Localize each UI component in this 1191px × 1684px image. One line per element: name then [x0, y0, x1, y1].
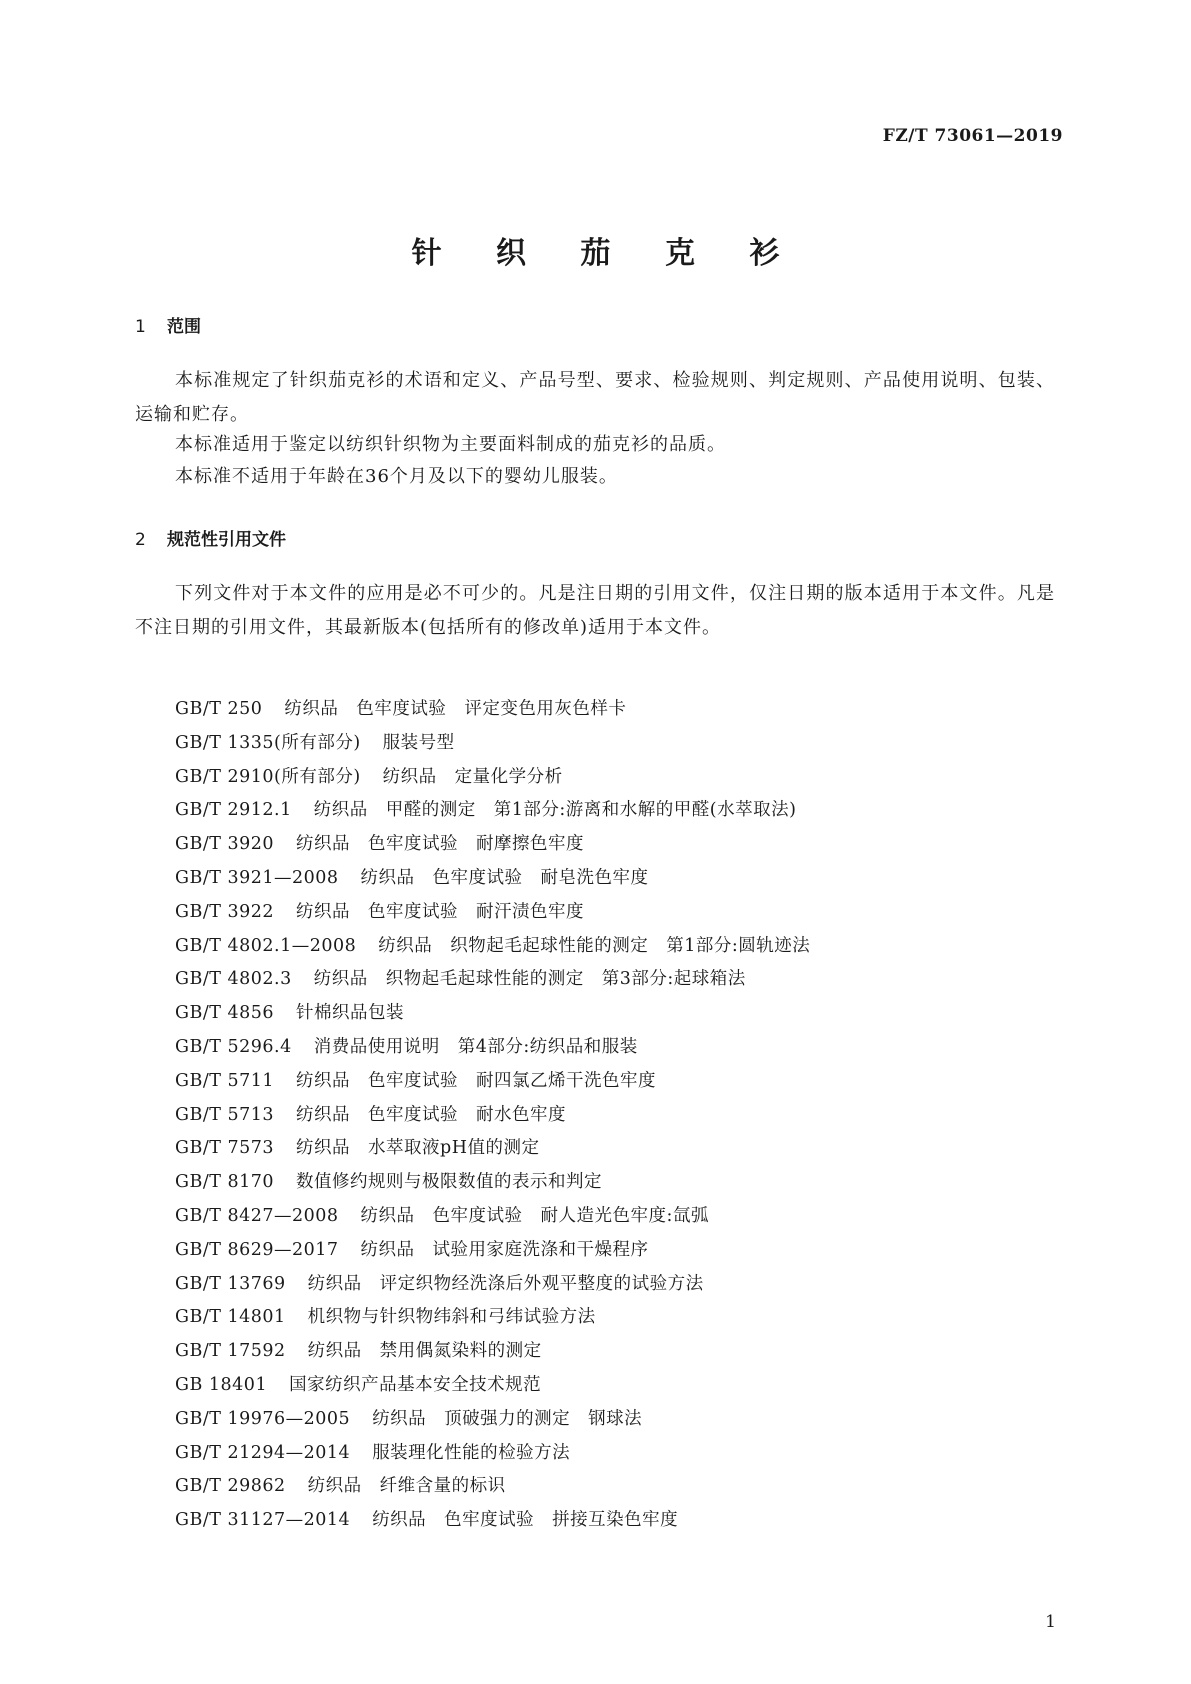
scope-paragraph-3: 本标准不适用于年龄在36个月及以下的婴幼儿服装。	[175, 466, 618, 487]
reference-code: GB/T 4856	[175, 1003, 275, 1024]
reference-item	[175, 963, 810, 997]
reference-title: 数值修约规则与极限数值的表示和判定	[296, 1172, 603, 1193]
reference-title: 纺织品 织物起毛起球性能的测定 第1部分:圆轨迹法	[378, 935, 811, 956]
reference-title: 纺织品 色牢度试验 耐水色牢度	[296, 1104, 567, 1125]
reference-item	[175, 1470, 810, 1504]
reference-item	[175, 1200, 810, 1234]
reference-title: 纺织品 评定织物经洗涤后外观平整度的试验方法	[307, 1273, 704, 1294]
reference-title: 纺织品 色牢度试验 拼接互染色牢度	[372, 1510, 679, 1531]
reference-code: GB/T 19976—2005	[175, 1408, 351, 1429]
reference-title: 纺织品 色牢度试验 评定变色用灰色样卡	[284, 699, 627, 719]
document-title: 针 织 茄 克 衫	[411, 236, 802, 271]
reference-title: 纺织品 水萃取液pH值的测定	[296, 1138, 540, 1159]
reference-item	[175, 1369, 810, 1403]
reference-title: 纺织品 定量化学分析	[382, 766, 563, 787]
reference-title: 纺织品 色牢度试验 耐四氯乙烯干洗色牢度	[296, 1070, 657, 1091]
reference-item	[175, 1166, 810, 1200]
reference-title: 纺织品 顶破强力的测定 钢球法	[372, 1408, 643, 1429]
scope-paragraph-2: 本标准适用于鉴定以纺织针织物为主要面料制成的茄克衫的品质。	[175, 434, 726, 455]
reference-item	[175, 1403, 810, 1437]
reference-code: GB/T 21294—2014	[175, 1442, 351, 1463]
reference-title: 纺织品 试验用家庭洗涤和干燥程序	[360, 1239, 649, 1260]
reference-item	[175, 1099, 810, 1133]
reference-title: 消费品使用说明 第4部分:纺织品和服装	[313, 1036, 638, 1057]
reference-title: 纺织品 纤维含量的标识	[307, 1476, 506, 1497]
reference-item	[175, 896, 810, 930]
reference-item	[175, 1132, 810, 1166]
reference-item	[175, 1268, 810, 1302]
reference-title: 纺织品 色牢度试验 耐汗渍色牢度	[296, 901, 585, 922]
reference-code: GB/T 4802.1—2008	[175, 935, 357, 956]
reference-code: GB/T 250	[175, 699, 263, 719]
reference-item	[175, 1065, 810, 1099]
reference-list	[175, 693, 810, 1538]
reference-code: GB/T 8427—2008	[175, 1205, 339, 1226]
reference-title: 纺织品 禁用偶氮染料的测定	[307, 1341, 542, 1362]
reference-code: GB/T 1335(所有部分)	[175, 732, 361, 753]
reference-code: GB/T 3921—2008	[175, 867, 339, 888]
reference-title: 针棉织品包装	[296, 1003, 405, 1024]
reference-item	[175, 1301, 810, 1335]
reference-item	[175, 761, 810, 795]
reference-title: 纺织品 色牢度试验 耐摩擦色牢度	[296, 834, 585, 855]
reference-item	[175, 828, 810, 862]
reference-code: GB/T 3920	[175, 834, 275, 855]
reference-item	[175, 693, 810, 727]
section-title: 范围	[167, 317, 201, 337]
reference-code: GB/T 5713	[175, 1104, 275, 1125]
reference-title: 纺织品 色牢度试验 耐人造光色牢度:氙弧	[360, 1205, 709, 1226]
reference-code: GB/T 8170	[175, 1172, 275, 1193]
reference-item	[175, 997, 810, 1031]
reference-item	[175, 794, 810, 828]
reference-item	[175, 1437, 810, 1471]
reference-code: GB/T 29862	[175, 1476, 286, 1497]
reference-code: GB/T 14801	[175, 1307, 286, 1328]
reference-code: GB/T 7573	[175, 1138, 275, 1159]
reference-title: 服装号型	[382, 732, 455, 753]
reference-code: GB 18401	[175, 1374, 268, 1395]
reference-item	[175, 930, 810, 964]
reference-item	[175, 1234, 810, 1268]
reference-title: 纺织品 甲醛的测定 第1部分:游离和水解的甲醛(水萃取法)	[313, 800, 797, 821]
section-number: 2	[135, 530, 146, 550]
reference-code: GB/T 5711	[175, 1070, 275, 1091]
reference-title: 服装理化性能的检验方法	[372, 1442, 571, 1463]
page-number: 1	[1045, 1612, 1056, 1632]
reference-item	[175, 862, 810, 896]
reference-code: GB/T 31127—2014	[175, 1510, 351, 1531]
standard-code: FZ/T 73061—2019	[882, 126, 1063, 146]
reference-code: GB/T 5296.4	[175, 1036, 292, 1057]
reference-code: GB/T 4802.3	[175, 969, 292, 990]
reference-item	[175, 1335, 810, 1369]
section-heading-normative-references	[135, 525, 286, 550]
reference-title: 纺织品 织物起毛起球性能的测定 第3部分:起球箱法	[313, 969, 746, 990]
reference-code: GB/T 17592	[175, 1341, 286, 1362]
reference-item	[175, 1031, 810, 1065]
section-title: 规范性引用文件	[167, 530, 286, 550]
reference-title: 纺织品 色牢度试验 耐皂洗色牢度	[360, 867, 649, 888]
section-heading-scope	[135, 312, 201, 337]
reference-code: GB/T 2912.1	[175, 800, 292, 821]
reference-code: GB/T 13769	[175, 1273, 286, 1294]
section-number: 1	[135, 317, 146, 337]
reference-code: GB/T 3922	[175, 901, 275, 922]
reference-item	[175, 1504, 810, 1538]
scope-paragraph-1: 本标准规定了针织茄克衫的术语和定义、产品号型、要求、检验规则、判定规则、产品使用说明、包装、运输和贮存。	[135, 370, 1055, 425]
reference-item	[175, 727, 810, 761]
references-intro-paragraph: 下列文件对于本文件的应用是必不可少的。凡是注日期的引用文件，仅注日期的版本适用于本文件。凡是不注日期的引用文件，其最新版本(包括所有的修改单)适用于本文件。	[135, 583, 1055, 638]
reference-code: GB/T 8629—2017	[175, 1239, 339, 1260]
reference-title: 国家纺织产品基本安全技术规范	[289, 1374, 542, 1395]
reference-code: GB/T 2910(所有部分)	[175, 766, 361, 787]
reference-title: 机织物与针织物纬斜和弓纬试验方法	[307, 1307, 596, 1328]
